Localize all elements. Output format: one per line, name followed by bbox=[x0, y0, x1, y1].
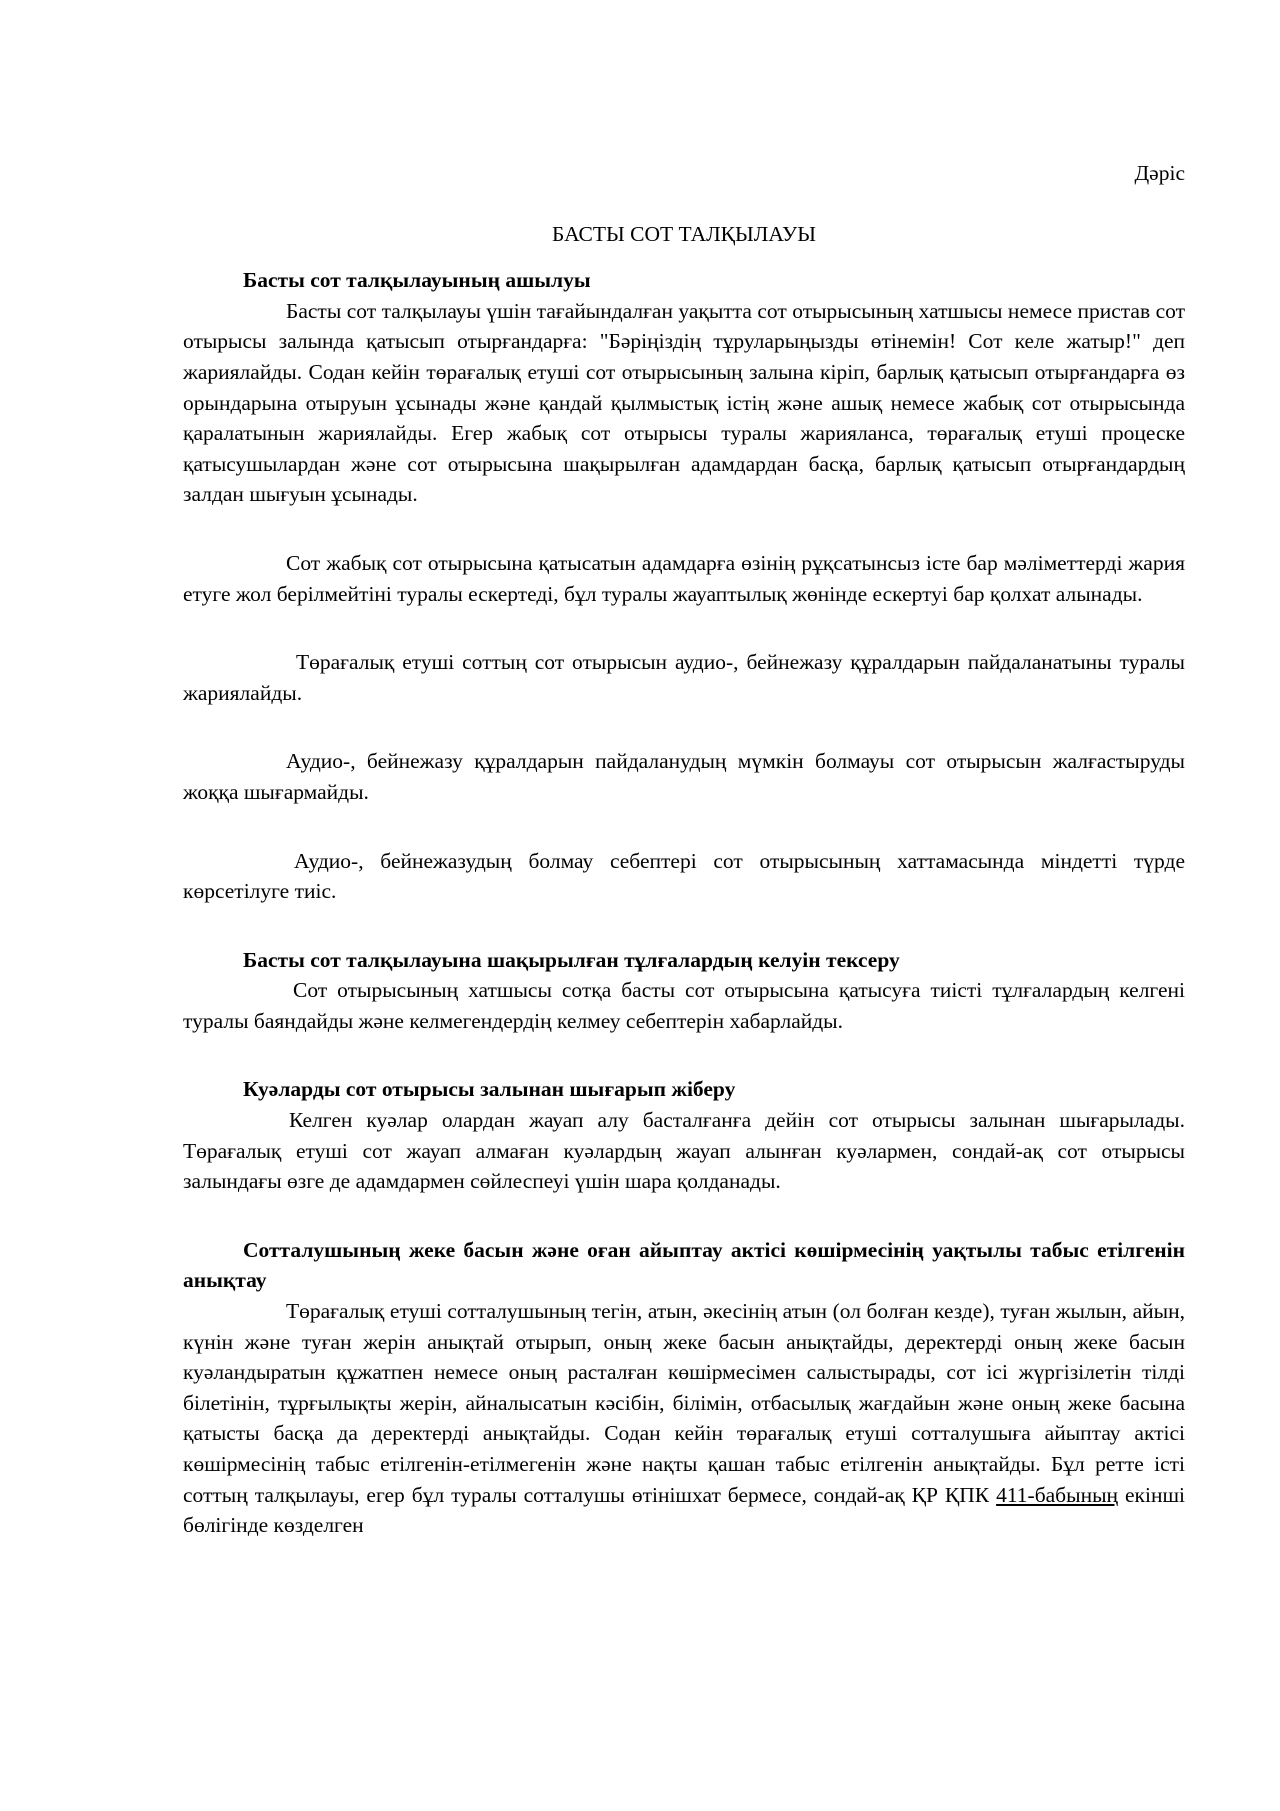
document-title: БАСТЫ СОТ ТАЛҚЫЛАУЫ bbox=[552, 221, 816, 246]
section-heading-attendance: Басты сот талқылауына шақырылған тұлғалардың келуін тексеру bbox=[243, 947, 900, 972]
lecture-label: Дәріс bbox=[1134, 161, 1185, 185]
section-heading-witnesses: Куәларды сот отырысы залынан шығарып жіберу bbox=[243, 1077, 736, 1102]
paragraph-opening-5: Аудио-, бейнежазудың болмау себептері сот отырысының хаттамасында міндетті түрде көрсетілуге тиіс. bbox=[183, 848, 1185, 904]
section-heading-opening: Басты сот талқылауының ашылуы bbox=[243, 268, 591, 293]
article-411-link[interactable]: 411-бабының bbox=[996, 1482, 1119, 1507]
paragraph-opening-1: Басты сот талқылауы үшін тағайындалған уақытта сот отырысының хатшысы немесе пристав сот отырысы залында қатысып отырғандарға: "Бәріңіздің тұруларыңызды өтінемін! Сот келе жатыр!" деп жариялайды. Содан кейін төрағалық етуші сот отырысының залына кіріп, барлық қатысып отырғандарға өз орындарына отыруын ұсынады және қандай қылмыстық істің және ашық немесе жабық сот отырысында қаралатынын жариялайды. Егер жабық сот отырысы туралы жарияланса, төрағалық етуші процеске қатысушылардан және сот отырысына шақырылған адамдардан басқа, барлық қатысып отырғандардың залдан шығуын ұсынады. bbox=[183, 298, 1185, 507]
spacer bbox=[183, 808, 1185, 846]
spacer bbox=[183, 1197, 1185, 1235]
section-heading-identity: Сотталушының жеке басын және оған айыптау актісі көшірмесінің уақтылы табыс етілгенін анықтау bbox=[183, 1237, 1185, 1293]
spacer bbox=[183, 510, 1185, 548]
paragraph-identity-text: Төрағалық етуші сотталушының тегін, атын, әкесінің атын (ол болған кезде), туған жылын, айын, күнін және туған жерін анықтай отырып, оның жеке басын анықтайды, деректерді оның жеке басын куәландыратын құжатпен немесе оның расталған көшірмесімен салыстырады, сот ісі жүргізілетін тілді білетінін, тұрғылықты жерін, айналысатын кәсібін, білімін, отбасылық жағдайын және оның жеке басына қатысты басқа да деректерді анықтайды. Содан кейін төрағалық етуші сотталушыға айыптау актісі көшірмесінің табыс етілгенін-етілмегенін және нақты қашан табыс етілгенін анықтайды. Бұл ретте істі соттың талқылауы, егер бұл туралы сотталушы өтінішхат бермесе, сондай-ақ ҚР ҚПК bbox=[183, 1299, 1185, 1507]
paragraph-identity-text-end: екінші бөлігінде көзделген bbox=[183, 1482, 1185, 1538]
paragraph-opening-4: Аудио-, бейнежазу құралдарын пайдаланудың мүмкін болмауы сот отырысын жалғастыруды жоққа шығармайды. bbox=[183, 749, 1185, 804]
paragraph-witnesses: Келген куәлар олардан жауап алу басталғанға дейін сот отырысы залынан шығарылады. Төрағалық етуші сот жауап алмаған куәлардың жауап алынған куәлармен, сондай-ақ сот отырысы залындағы өзге де адамдармен сөйлеспеуі үшін шара қолданады. bbox=[183, 1108, 1185, 1194]
spacer bbox=[183, 1036, 1185, 1074]
spacer bbox=[183, 609, 1185, 647]
paragraph-opening-2: Сот жабық сот отырысына қатысатын адамдарға өзінің рұқсатынсыз істе бар мәліметтерді жария етуге жол берілмейтіні туралы ескертеді, бұл туралы жауаптылық жөнінде ескертуі бар қолхат алынады. bbox=[183, 550, 1185, 606]
paragraph-opening-3: Төрағалық етуші соттың сот отырысын аудио-, бейнежазу құралдарын пайдаланатыны туралы жариялайды. bbox=[183, 650, 1185, 705]
spacer bbox=[183, 907, 1185, 945]
spacer bbox=[183, 708, 1185, 746]
paragraph-attendance: Сот отырысының хатшысы сотқа басты сот отырысына қатысуға тиісті тұлғалардың келгені туралы баяндайды және келмегендердің келмеу себептерін хабарлайды. bbox=[183, 978, 1185, 1033]
paragraph-identity bbox=[183, 1296, 1185, 1541]
